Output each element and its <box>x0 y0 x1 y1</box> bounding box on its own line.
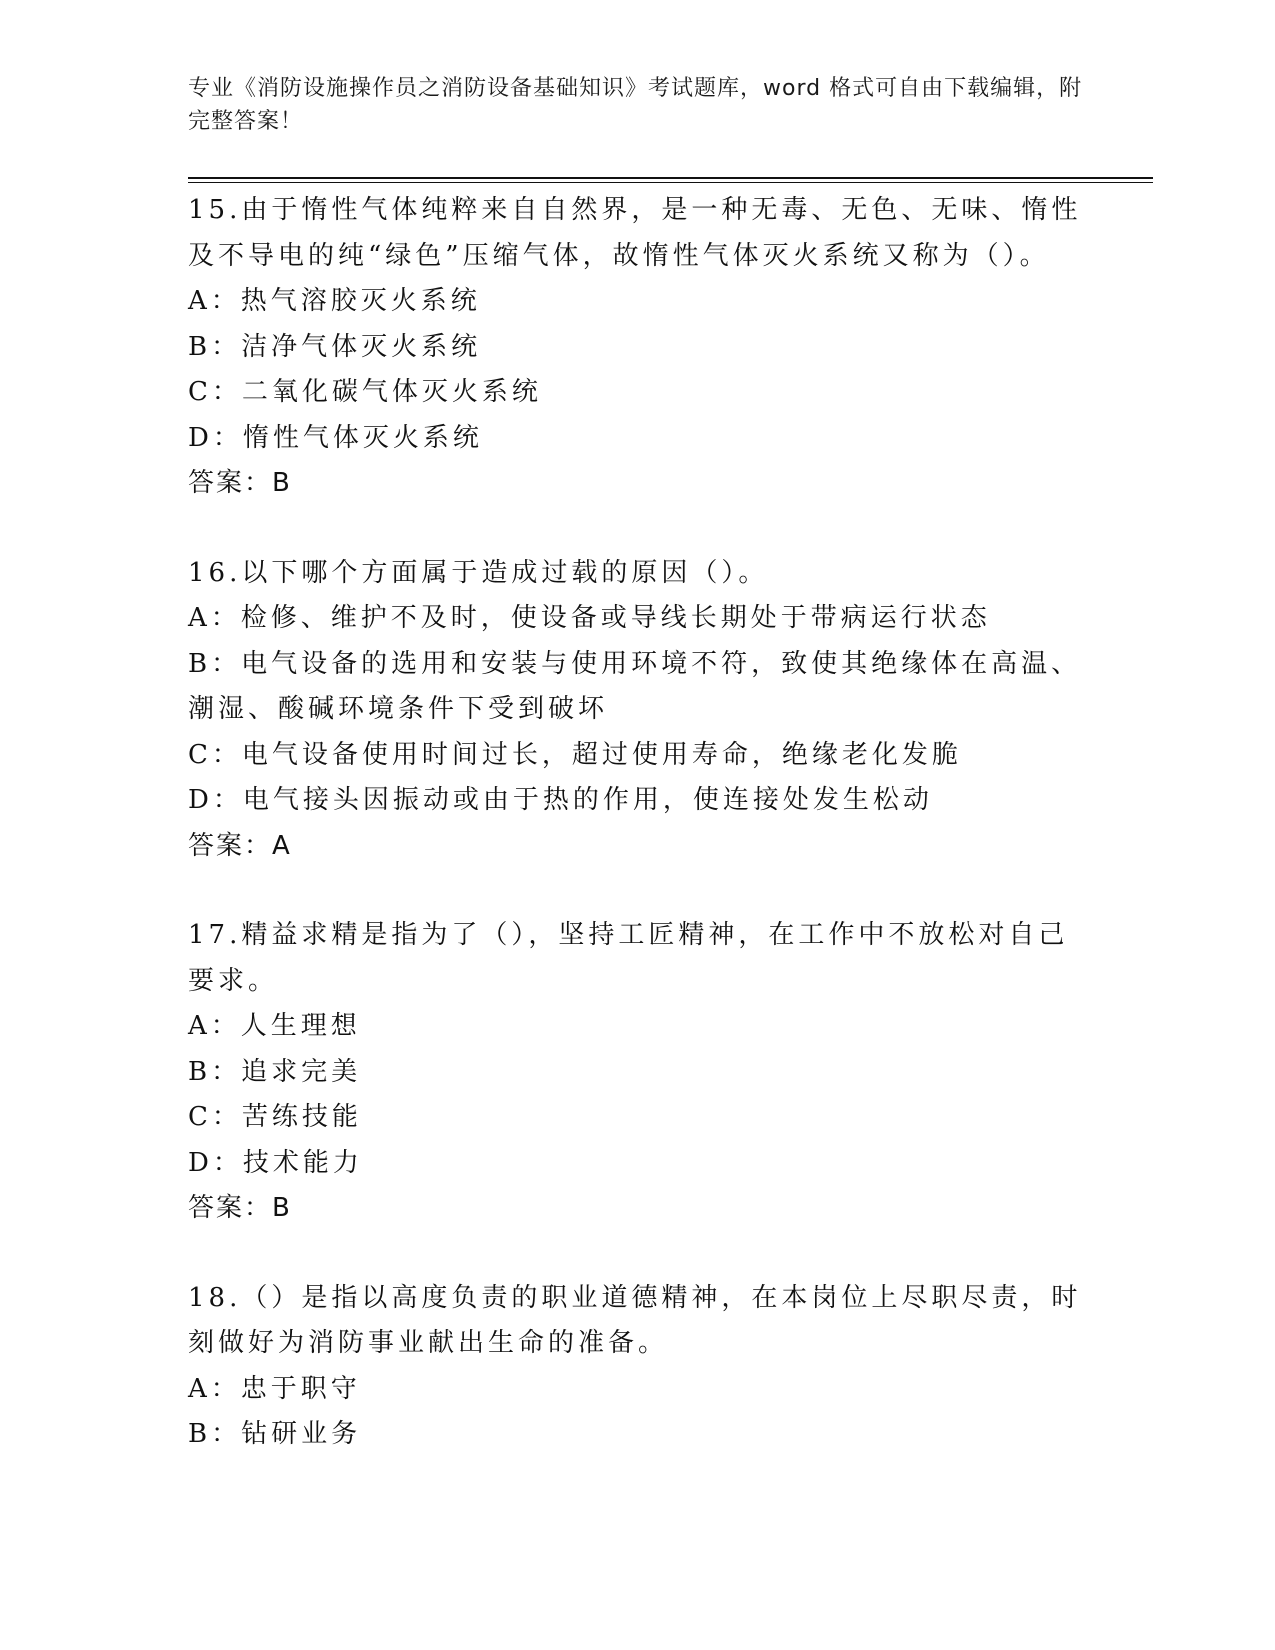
question-stem: 16.以下哪个方面属于造成过载的原因（）。 <box>188 557 769 588</box>
option-a: A：忠于职守 <box>188 1373 361 1404</box>
option-a: A：人生理想 <box>188 1011 361 1041</box>
question-16 <box>188 551 1088 870</box>
answer-label: 答案：B <box>188 1193 292 1223</box>
option-b: B：洁净气体灭火系统 <box>188 331 482 362</box>
question-18 <box>188 1276 1088 1458</box>
question-stem: 18.（）是指以高度负责的职业道德精神，在本岗位上尽职尽责，时刻做好为消防事业献出生命的准备。 <box>188 1282 1082 1358</box>
option-a: A：检修、维护不及时，使设备或导线长期处于带病运行状态 <box>188 603 991 633</box>
option-c: C：电气设备使用时间过长，超过使用寿命，绝缘老化发脆 <box>188 739 962 770</box>
document-header: 专业《消防设施操作员之消防设备基础知识》考试题库，word 格式可自由下载编辑，附完整答案！ <box>188 76 1083 134</box>
header-divider-thick <box>188 177 1153 179</box>
option-b: B：钻研业务 <box>188 1419 362 1449</box>
option-b: B：追求完美 <box>188 1056 362 1087</box>
question-stem: 17.精益求精是指为了（），坚持工匠精神，在工作中不放松对自己要求。 <box>188 920 1069 996</box>
option-c: C：苦练技能 <box>188 1102 362 1132</box>
option-a: A：热气溶胶灭火系统 <box>188 286 481 316</box>
option-b: B：电气设备的选用和安装与使用环境不符，致使其绝缘体在高温、潮湿、酸碱环境条件下受到破坏 <box>188 648 1082 724</box>
option-c: C：二氧化碳气体灭火系统 <box>188 377 542 407</box>
option-d: D：电气接头因振动或由于热的作用，使连接处发生松动 <box>188 785 933 815</box>
question-list <box>188 188 1088 1502</box>
question-stem: 15.由于惰性气体纯粹来自自然界，是一种无毒、无色、无味、惰性及不导电的纯“绿色”压缩气体，故惰性气体灭火系统又称为（）。 <box>188 195 1082 271</box>
answer-label: 答案：A <box>188 830 292 861</box>
question-15 <box>188 188 1088 507</box>
header-divider-thin <box>188 182 1153 183</box>
question-17 <box>188 913 1088 1232</box>
answer-label: 答案：B <box>188 468 292 498</box>
option-d: D：惰性气体灭火系统 <box>188 422 483 453</box>
option-d: D：技术能力 <box>188 1147 363 1178</box>
